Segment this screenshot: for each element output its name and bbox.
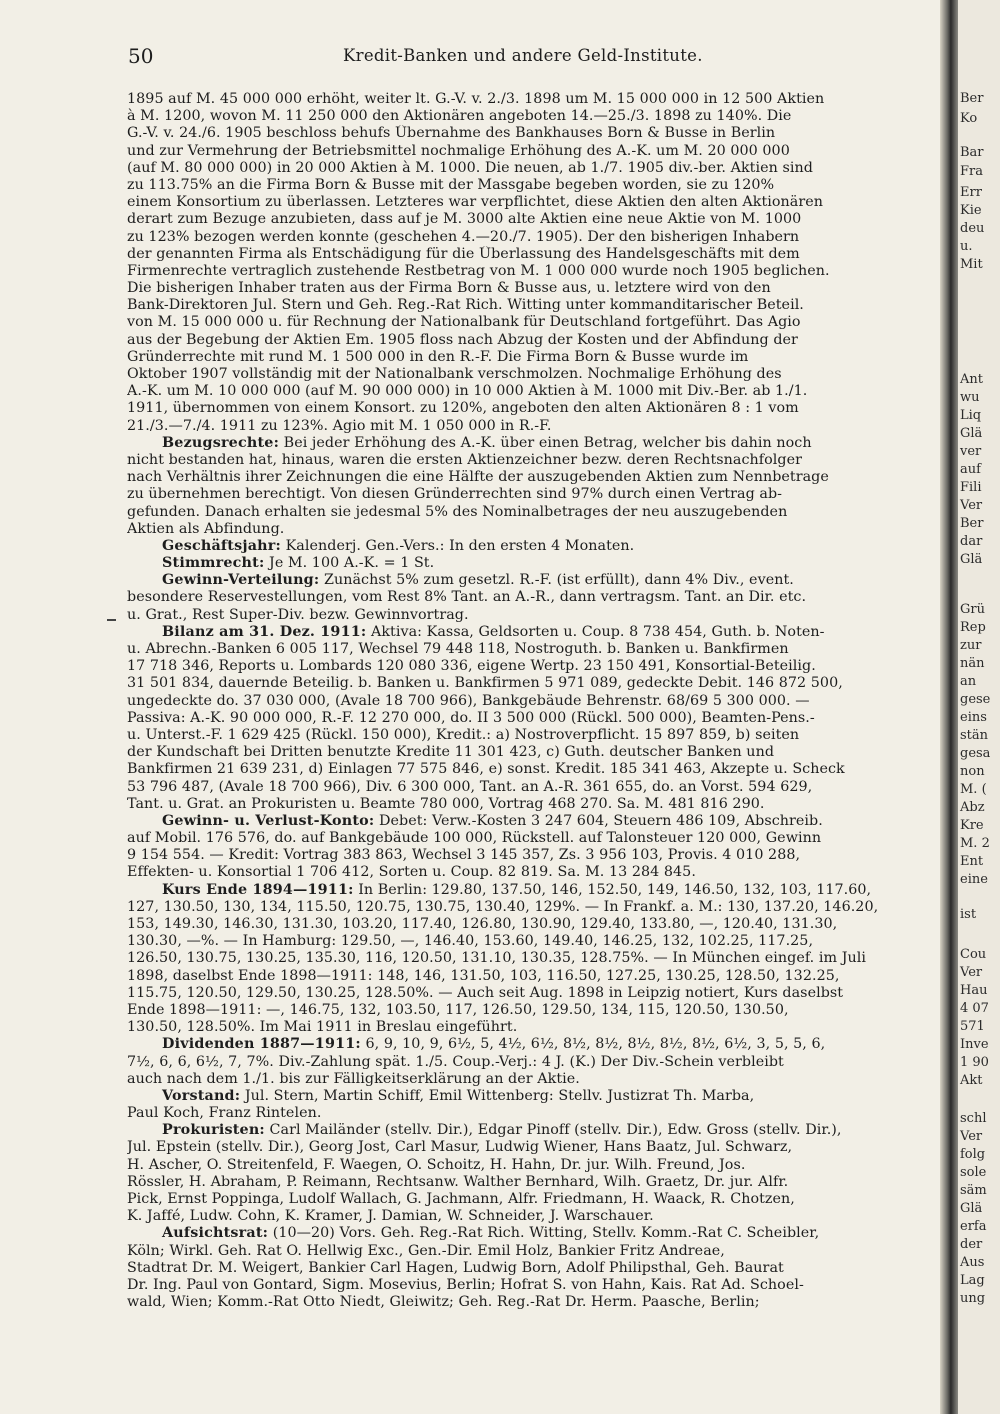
text-line	[127, 91, 937, 108]
section-heading: Bezugsrechte:	[162, 434, 280, 451]
adjacent-page-edge	[958, 0, 1000, 1414]
line-text: der genannten Firma als Entschädigung für die Überlassung des Handelsgeschäfts mit dem	[127, 245, 800, 262]
line-text: 53 796 487, (Avale 18 700 966), Div. 6 300 000, Tant. an A.-R. 361 655, do. an Vorst. 594 629,	[127, 778, 813, 795]
section-heading: Kurs Ende 1894—1911:	[162, 881, 354, 898]
section-heading: Vorstand:	[162, 1087, 241, 1104]
section-heading: Dividenden 1887—1911:	[162, 1036, 361, 1053]
line-text: 31 501 834, dauernde Beteilig. b. Banken u. Bankfirmen 5 971 089, gedeckte Debit. 146 872 500,	[127, 675, 843, 692]
section-line	[127, 1122, 937, 1139]
line-text: Firmenrechte vertraglich zustehende Restbetrag von M. 1 000 000 wurde noch 1905 beglichen.	[127, 262, 830, 279]
text-line	[127, 1243, 937, 1260]
adjacent-page-fragment: gesa	[960, 746, 991, 761]
line-text: Effekten- u. Konsortial 1 706 412, Sorten u. Coup. 82 819. Sa. M. 13 284 845.	[127, 864, 696, 881]
text-line	[127, 349, 937, 366]
section-line	[127, 882, 937, 899]
line-text: auf Mobil. 176 576, do. auf Bankgebäude 100 000, Rückstell. auf Talonsteuer 120 000, Gewinn	[127, 830, 822, 847]
text-line	[127, 693, 937, 710]
section-line	[127, 1225, 937, 1242]
adjacent-page-fragment: ver	[960, 444, 982, 459]
text-line	[127, 160, 937, 177]
text-line	[127, 383, 937, 400]
text-line	[127, 796, 937, 813]
adjacent-page-fragment: Rep	[960, 620, 986, 635]
text-line	[127, 211, 937, 228]
adjacent-page-fragment: M. 2	[960, 836, 990, 851]
line-text: Jul. Epstein (stellv. Dir.), Georg Jost, Carl Masur, Ludwig Wiener, Hans Baatz, Jul. Schwarz,	[127, 1139, 793, 1156]
line-text: Rössler, H. Abraham, P. Reimann, Rechtsanw. Walther Bernhard, Wilh. Graetz, Dr. jur. Alfr.	[127, 1173, 789, 1190]
adjacent-page-fragment: Ver	[960, 498, 983, 513]
text-line	[127, 744, 937, 761]
text-line	[127, 125, 937, 142]
line-text: Zunächst 5% zum gesetzl. R.-F. (ist erfüllt), dann 4% Div., event.	[319, 572, 794, 589]
adjacent-page-fragment: zur	[960, 638, 982, 653]
text-line	[127, 933, 937, 950]
line-text: (auf M. 80 000 000) in 20 000 Aktien à M. 1000. Die neuen, ab 1./7. 1905 div.-ber. Aktien sind	[127, 159, 813, 176]
adjacent-page-fragment: Ver	[960, 1129, 983, 1144]
text-line	[127, 143, 937, 160]
text-line	[127, 1294, 937, 1311]
text-line	[127, 1071, 937, 1088]
text-line	[127, 1208, 937, 1225]
adjacent-page-fragment: erfa	[960, 1219, 987, 1234]
section-line	[127, 538, 937, 555]
line-text: der Kundschaft bei Dritten benutzte Kredite 11 301 423, c) Guth. deutscher Banken und	[127, 744, 775, 761]
text-line	[127, 607, 937, 624]
section-heading: Prokuristen:	[162, 1122, 265, 1139]
text-line	[127, 675, 937, 692]
line-text: Debet: Verw.-Kosten 3 247 604, Steuern 486 109, Abschreib.	[374, 812, 823, 829]
text-line	[127, 280, 937, 297]
text-line	[127, 177, 937, 194]
line-text: Köln; Wirkl. Geh. Rat O. Hellwig Exc., Gen.-Dir. Emil Holz, Bankier Fritz Andreae,	[127, 1242, 725, 1259]
text-line	[127, 779, 937, 796]
adjacent-page-fragment: Ber	[960, 516, 984, 531]
line-text: u. Abrechn.-Banken 6 005 117, Wechsel 79 448 118, Nostroguth. b. Banken u. Bankfirmen	[127, 641, 789, 657]
text-line	[127, 830, 937, 847]
section-line	[127, 624, 937, 641]
text-line	[127, 1054, 937, 1071]
adjacent-page-fragment: Cou	[960, 947, 987, 962]
adjacent-page-fragment: 1 90	[960, 1055, 989, 1070]
line-text: A.-K. um M. 10 000 000 (auf M. 90 000 000) in 10 000 Aktien à M. 1000 mit Div.-Ber. ab 1./1.	[127, 383, 808, 400]
line-text: 17 718 346, Reports u. Lombards 120 080 336, eigene Wertp. 23 150 491, Konsortial-Beteilig.	[127, 658, 816, 675]
text-line	[127, 1277, 937, 1294]
adjacent-page-fragment: Fili	[960, 480, 982, 495]
line-text: wald, Wien; Komm.-Rat Otto Niedt, Gleiwitz; Geh. Reg.-Rat Dr. Herm. Paasche, Berlin;	[127, 1294, 760, 1311]
adjacent-page-fragment: der	[960, 1237, 983, 1252]
text-line	[127, 899, 937, 916]
text-line	[127, 504, 937, 521]
adjacent-page-fragment: 4 07	[960, 1001, 989, 1016]
adjacent-page-fragment: nän	[960, 656, 985, 671]
adjacent-page-fragment: eins	[960, 710, 987, 725]
running-title: Kredit-Banken und andere Geld-Institute.	[343, 46, 703, 65]
adjacent-page-fragment: Inve	[960, 1037, 989, 1052]
line-text: aus der Begebung der Aktien Em. 1905 floss nach Abzug der Kosten und der Abfindung der	[127, 331, 798, 348]
line-text: 115.75, 120.50, 129.50, 130.25, 128.50%. — Auch seit Aug. 1898 in Leipzig notiert, Kurs daselbst	[127, 984, 844, 1001]
line-text: derart zum Bezuge anzubieten, dass auf je M. 3000 alte Aktien eine neue Aktie von M. 1000	[127, 211, 802, 228]
line-text: zu 123% bezogen werden konnte (geschehen 4.—20./7. 1905). Der den bisherigen Inhabern	[127, 228, 800, 245]
text-line	[127, 418, 937, 435]
text-line	[127, 727, 937, 744]
adjacent-page-fragment: gese	[960, 692, 991, 707]
line-text: Aktiva: Kassa, Geldsorten u. Coup. 8 738 454, Guth. b. Noten-	[366, 623, 825, 640]
adjacent-page-fragment: Err	[960, 185, 982, 200]
line-text: à M. 1200, wovon M. 11 250 000 den Aktionären angeboten 14.—25./3. 1898 zu 140%. Die	[127, 108, 792, 125]
adjacent-page-fragment: deu	[960, 221, 985, 236]
line-text: G.-V. v. 24./6. 1905 beschloss behufs Übernahme des Bankhauses Born & Busse in Berlin	[127, 125, 776, 142]
line-text: 1911, übernommen von einem Konsort. zu 120%, angeboten den alten Aktionären 8 : 1 vom	[127, 400, 799, 417]
line-text: 127, 130.50, 130, 134, 115.50, 120.75, 130.75, 130.40, 129%. — In Frankf. a. M.: 130, 137.20, 146.20,	[127, 898, 879, 915]
body-text	[127, 91, 937, 1311]
adjacent-page-fragment: stän	[960, 728, 989, 743]
page-number: 50	[128, 44, 154, 68]
line-text: Bank-Direktoren Jul. Stern und Geh. Reg.-Rat Rich. Witting unter kommanditarischer Beteil.	[127, 297, 804, 314]
section-line	[127, 1088, 937, 1105]
text-line	[127, 366, 937, 383]
adjacent-page-fragment: Glä	[960, 552, 983, 567]
text-line	[127, 847, 937, 864]
adjacent-page-fragment: 571	[960, 1019, 985, 1034]
adjacent-page-fragment: säm	[960, 1183, 987, 1198]
line-text: 9 154 554. — Kredit: Vortrag 383 863, Wechsel 3 145 357, Zs. 3 956 103, Provis. 4 010 288,	[127, 847, 801, 864]
adjacent-page-fragment: M. (	[960, 782, 987, 797]
line-text: Pick, Ernst Poppinga, Ludolf Wallach, G. Jachmann, Alfr. Friedmann, H. Waack, R. Chotzen,	[127, 1191, 795, 1207]
line-text: Stadtrat Dr. M. Weigert, Bankier Carl Hagen, Ludwig Born, Adolf Philipsthal, Geh. Baurat	[127, 1259, 784, 1276]
text-line	[127, 761, 937, 778]
adjacent-page-fragment: ist	[960, 907, 977, 922]
section-heading: Gewinn-Verteilung:	[162, 572, 320, 589]
line-text: Oktober 1907 vollständig mit der Nationalbank verschmolzen. Nochmalige Erhöhung des	[127, 366, 782, 382]
text-line	[127, 985, 937, 1002]
text-line	[127, 194, 937, 211]
text-line	[127, 1260, 937, 1277]
text-line	[127, 968, 937, 985]
adjacent-page-fragment: ung	[960, 1291, 986, 1306]
adjacent-page-fragment: Bar	[960, 145, 984, 160]
adjacent-page-fragment: schl	[960, 1111, 987, 1126]
text-line	[127, 641, 937, 658]
section-line	[127, 1036, 937, 1053]
adjacent-page-fragment: dar	[960, 534, 983, 549]
section-heading: Bilanz am 31. Dez. 1911:	[162, 623, 367, 640]
line-text: 126.50, 130.75, 130.25, 135.30, 116, 120.50, 131.10, 130.35, 128.75%. — In München eingef. im Juli	[127, 950, 866, 967]
page-header	[128, 44, 928, 68]
line-text: zu 113.75% an die Firma Born & Busse mit der Massgabe begeben worden, sie zu 120%	[127, 176, 775, 193]
adjacent-page-fragment: Kre	[960, 818, 984, 833]
adjacent-page-fragment: Aus	[960, 1255, 985, 1270]
line-text: und zur Vermehrung der Betriebsmittel nochmalige Erhöhung des A.-K. um M. 20 000 000	[127, 142, 790, 159]
text-line	[127, 229, 937, 246]
adjacent-page-fragment: eine	[960, 872, 988, 887]
text-line	[127, 950, 937, 967]
book-gutter	[940, 0, 958, 1414]
adjacent-page-fragment: Ber	[960, 91, 984, 106]
line-text: Je M. 100 A.-K. = 1 St.	[264, 555, 435, 572]
adjacent-page-fragment: folg	[960, 1147, 986, 1162]
text-line	[127, 263, 937, 280]
adjacent-page-fragment: u.	[960, 239, 973, 254]
line-text: 1898, daselbst Ende 1898—1911: 148, 146, 131.50, 103, 116.50, 127.25, 130.25, 128.50, 132.25,	[127, 967, 840, 984]
adjacent-page-fragment: auf	[960, 462, 981, 477]
line-text: 153, 149.30, 146.30, 131.30, 103.20, 117.40, 126.80, 130.90, 129.40, 133.80, —, 120.40, 131.30,	[127, 916, 838, 932]
line-text: 7½, 6, 6, 6½, 7, 7%. Div.-Zahlung spät. 1./5. Coup.-Verj.: 4 J. (K.) Der Div.-Schein verbleibt	[127, 1053, 784, 1070]
line-text: (10—20) Vors. Geh. Reg.-Rat Rich. Witting, Stellv. Komm.-Rat C. Scheibler,	[268, 1225, 820, 1242]
line-text: 21./3.—7./4. 1911 zu 123%. Agio mit M. 1 050 000 in R.-F.	[127, 417, 552, 434]
section-line	[127, 813, 937, 830]
section-heading: Aufsichtsrat:	[162, 1225, 269, 1242]
text-line	[127, 1139, 937, 1156]
line-text: Aktien als Abfindung.	[127, 520, 285, 537]
line-text: 6, 9, 10, 9, 6½, 5, 4½, 6½, 8½, 8½, 8½, 8½, 8½, 6½, 3, 5, 5, 6,	[360, 1036, 826, 1053]
adjacent-page-fragment: Liq	[960, 408, 982, 423]
line-text: In Berlin: 129.80, 137.50, 146, 152.50, 149, 146.50, 132, 103, 117.60,	[353, 881, 872, 898]
line-text: K. Jaffé, Ludw. Cohn, K. Kramer, J. Damian, W. Schneider, J. Warschauer.	[127, 1208, 654, 1225]
text-line	[127, 1157, 937, 1174]
adjacent-page-fragment: Kie	[960, 203, 982, 218]
text-line	[127, 916, 937, 933]
adjacent-page-fragment: Ent	[960, 854, 984, 869]
line-text: Die bisherigen Inhaber traten aus der Firma Born & Busse aus, u. letztere wird von den	[127, 280, 771, 297]
text-line	[127, 521, 937, 538]
line-text: besondere Reservestellungen, vom Rest 8% Tant. an A.-R., dann vertragsm. Tant. an Dir. etc.	[127, 589, 807, 606]
adjacent-page-fragment: Abz	[960, 800, 985, 815]
section-line	[127, 435, 937, 452]
line-text: Paul Koch, Franz Rintelen.	[127, 1105, 322, 1122]
adjacent-page-fragment: Ver	[960, 965, 983, 980]
adjacent-page-fragment: Akt	[960, 1073, 983, 1088]
adjacent-page-fragment: Grü	[960, 602, 985, 617]
text-line	[127, 1002, 937, 1019]
line-text: zu übernehmen berechtigt. Von diesen Gründerrechten sind 97% durch einen Vertrag ab-	[127, 486, 783, 503]
adjacent-page-fragment: sole	[960, 1165, 987, 1180]
adjacent-page-fragment: Fra	[960, 164, 983, 179]
line-text: nicht bestanden hat, hinaus, waren die ersten Aktienzeichner bezw. deren Rechtsnachfolger	[127, 451, 802, 468]
text-line	[127, 246, 937, 263]
section-line	[127, 555, 937, 572]
line-text: 130.50, 128.50%. Im Mai 1911 in Breslau eingeführt.	[127, 1019, 518, 1036]
section-heading: Stimmrecht:	[162, 555, 265, 572]
line-text: u. Unterst.-F. 1 629 425 (Rückl. 150 000), Kredit.: a) Nostroverpflicht. 15 897 859, b) seiten	[127, 726, 800, 743]
section-heading: Gewinn- u. Verlust-Konto:	[162, 812, 375, 829]
adjacent-page-fragment: Glä	[960, 426, 983, 441]
text-line	[127, 1174, 937, 1191]
line-text: Kalenderj. Gen.-Vers.: In den ersten 4 Monaten.	[280, 537, 635, 554]
adjacent-page-fragment: wu	[960, 390, 980, 405]
adjacent-page-fragment: Lag	[960, 1273, 985, 1288]
text-line	[127, 658, 937, 675]
line-text: Bei jeder Erhöhung des A.-K. über einen Betrag, welcher bis dahin noch	[279, 434, 812, 451]
text-line	[127, 452, 937, 469]
text-line	[127, 400, 937, 417]
line-text: Jul. Stern, Martin Schiff, Emil Wittenberg: Stellv. Justizrat Th. Marba,	[240, 1087, 755, 1104]
line-text: von M. 15 000 000 u. für Rechnung der Nationalbank für Deutschland fortgeführt. Das Agio	[127, 314, 801, 331]
line-text: 130.30, —%. — In Hamburg: 129.50, —, 146.40, 153.60, 149.40, 146.25, 132, 102.25, 117.25,	[127, 933, 814, 950]
adjacent-page-fragment: an	[960, 674, 977, 689]
adjacent-page-fragment: Glä	[960, 1201, 983, 1216]
line-text: Carl Mailänder (stellv. Dir.), Edgar Pinoff (stellv. Dir.), Edw. Gross (stellv. Dir.),	[264, 1122, 842, 1139]
section-line	[127, 572, 937, 589]
text-line	[127, 1105, 937, 1122]
line-text: H. Ascher, O. Streitenfeld, F. Waegen, O. Schoitz, H. Hahn, Dr. jur. Wilh. Freund, Jos.	[127, 1156, 746, 1173]
line-text: u. Grat., Rest Super-Div. bezw. Gewinnvortrag.	[127, 606, 469, 623]
text-line	[127, 589, 937, 606]
text-line	[127, 469, 937, 486]
line-text: 1895 auf M. 45 000 000 erhöht, weiter lt. G.-V. v. 2./3. 1898 um M. 15 000 000 in 12 500 Aktien	[127, 91, 825, 107]
margin-mark	[107, 619, 116, 621]
text-line	[127, 1019, 937, 1036]
section-heading: Geschäftsjahr:	[162, 537, 281, 554]
text-line	[127, 1191, 937, 1208]
text-line	[127, 710, 937, 727]
line-text: Passiva: A.-K. 90 000 000, R.-F. 12 270 000, do. II 3 500 000 (Rückl. 500 000), Beamten-Pens.-	[127, 709, 815, 726]
adjacent-page-fragment: Hau	[960, 983, 988, 998]
text-line	[127, 297, 937, 314]
text-line	[127, 108, 937, 125]
line-text: Bankfirmen 21 639 231, d) Einlagen 77 575 846, e) sonst. Kredit. 185 341 463, Akzepte u. Scheck	[127, 761, 845, 778]
line-text: ungedeckte do. 37 030 000, (Avale 18 700 966), Bankgebäude Behrenstr. 68/69 5 300 000. —	[127, 692, 810, 709]
adjacent-page-fragment: non	[960, 764, 985, 779]
adjacent-page-fragment: Ant	[960, 372, 983, 387]
text-line	[127, 332, 937, 349]
line-text: Dr. Ing. Paul von Gontard, Sigm. Mosevius, Berlin; Hofrat S. von Hahn, Kais. Rat Ad. Schoel-	[127, 1276, 804, 1293]
text-line	[127, 314, 937, 331]
line-text: einem Konsortium zu überlassen. Letzteres war verpflichtet, diese Aktien den alten Aktionären	[127, 194, 824, 211]
line-text: Gründerrechte mit rund M. 1 500 000 in den R.-F. Die Firma Born & Busse wurde im	[127, 348, 749, 365]
line-text: Ende 1898—1911: —, 146.75, 132, 103.50, 117, 126.50, 129.50, 134, 115, 120.50, 130.50,	[127, 1001, 789, 1018]
text-line	[127, 864, 937, 881]
line-text: Tant. u. Grat. an Prokuristen u. Beamte 780 000, Vortrag 468 270. Sa. M. 481 816 290.	[127, 795, 765, 812]
adjacent-page-fragment: Ko	[960, 111, 978, 126]
line-text: auch nach dem 1./1. bis zur Fälligkeitserklärung an der Aktie.	[127, 1070, 580, 1087]
line-text: nach Verhältnis ihrer Zeichnungen die eine Hälfte der auszugebenden Aktien zum Nennbetrage	[127, 469, 829, 486]
line-text: gefunden. Danach erhalten sie jedesmal 5% des Nominalbetrages der neu auszugebenden	[127, 503, 788, 520]
text-line	[127, 486, 937, 503]
adjacent-page-fragment: Mit	[960, 257, 983, 272]
